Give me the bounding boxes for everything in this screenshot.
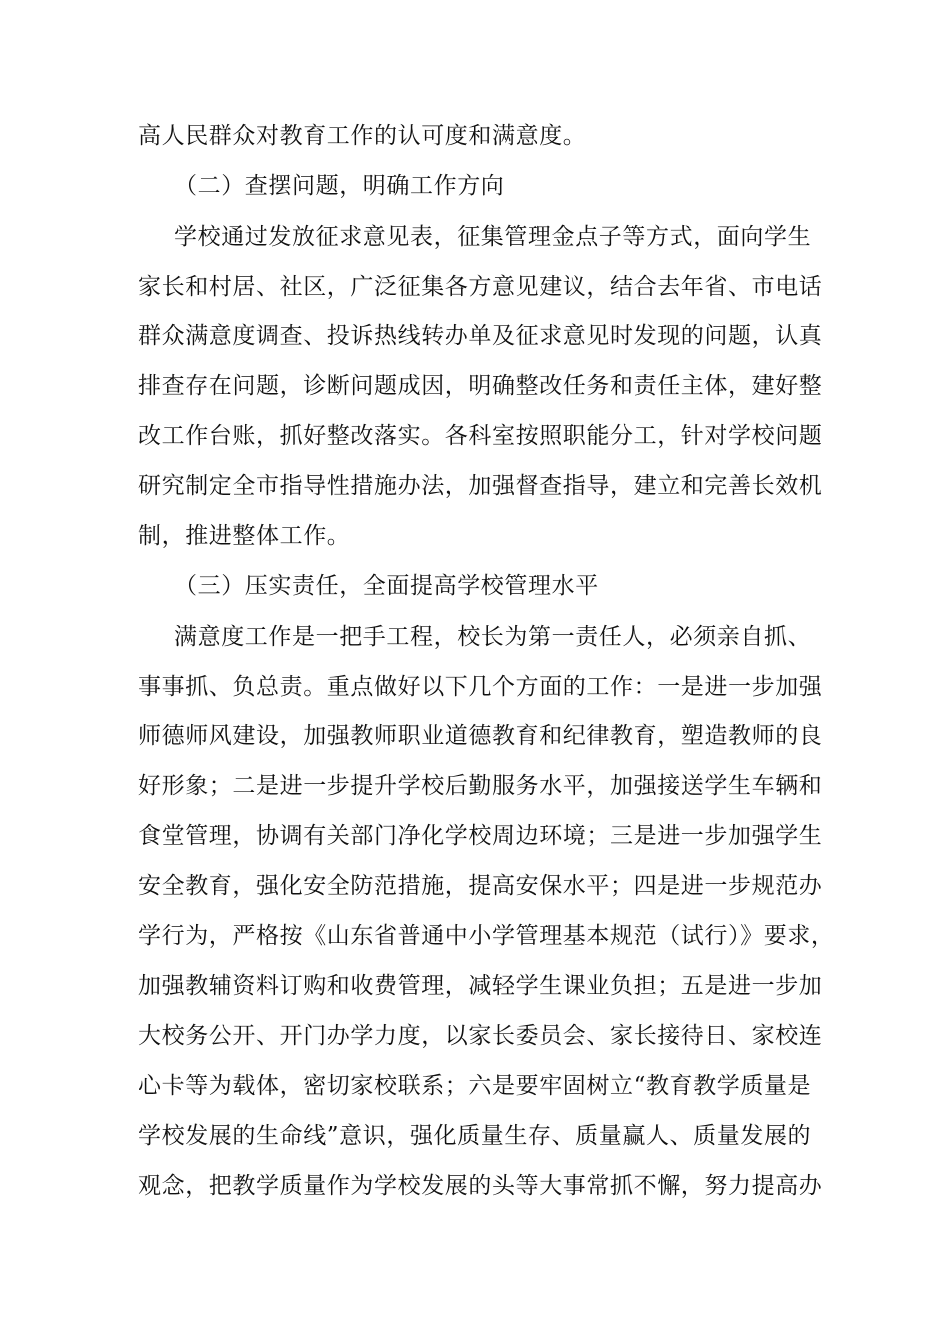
body-text-line: 学行为，严格按《山东省普通中小学管理基本规范（试行）》要求， bbox=[138, 923, 835, 949]
body-text-line: 排查存在问题，诊断问题成因，明确整改任务和责任主体，建好整 bbox=[138, 373, 823, 399]
section-heading: （二）查摆问题，明确工作方向 bbox=[174, 173, 505, 199]
body-text-line: 加强教辅资料订购和收费管理，减轻学生课业负担；五是进一步加 bbox=[138, 973, 823, 999]
body-text-line: 高人民群众对教育工作的认可度和满意度。 bbox=[138, 123, 587, 149]
body-text-line: 满意度工作是一把手工程，校长为第一责任人，必须亲自抓、 bbox=[174, 624, 812, 650]
body-text-line: 大校务公开、开门办学力度，以家长委员会、家长接待日、家校连 bbox=[138, 1023, 823, 1049]
body-text-line: 好形象；二是进一步提升学校后勤服务水平，加强接送学生车辆和 bbox=[138, 773, 823, 799]
body-text-line: 家长和村居、社区，广泛征集各方意见建议，结合去年省、市电话 bbox=[138, 274, 823, 300]
body-text-line: 学校发展的生命线”意识，强化质量生存、质量赢人、质量发展的 bbox=[138, 1123, 812, 1149]
section-heading: （三）压实责任，全面提高学校管理水平 bbox=[174, 573, 599, 599]
body-text-line: 事事抓、负总责。重点做好以下几个方面的工作：一是进一步加强 bbox=[138, 674, 823, 700]
body-text-line: 学校通过发放征求意见表，征集管理金点子等方式，面向学生 bbox=[174, 224, 812, 250]
body-text-line: 食堂管理，协调有关部门净化学校周边环境；三是进一步加强学生 bbox=[138, 823, 823, 849]
body-text-line: 研究制定全市指导性措施办法，加强督查指导，建立和完善长效机 bbox=[138, 473, 823, 499]
body-text-line: 观念，把教学质量作为学校发展的头等大事常抓不懈，努力提高办 bbox=[138, 1173, 823, 1199]
body-text-line: 制，推进整体工作。 bbox=[138, 523, 351, 549]
body-text-line: 改工作台账，抓好整改落实。各科室按照职能分工，针对学校问题 bbox=[138, 423, 823, 449]
body-text-line: 师德师风建设，加强教师职业道德教育和纪律教育，塑造教师的良 bbox=[138, 723, 823, 749]
body-text-line: 心卡等为载体，密切家校联系；六是要牢固树立“教育教学质量是 bbox=[138, 1073, 812, 1099]
body-text-line: 群众满意度调查、投诉热线转办单及征求意见时发现的问题，认真 bbox=[138, 323, 823, 349]
body-text-line: 安全教育，强化安全防范措施，提高安保水平；四是进一步规范办 bbox=[138, 873, 823, 899]
